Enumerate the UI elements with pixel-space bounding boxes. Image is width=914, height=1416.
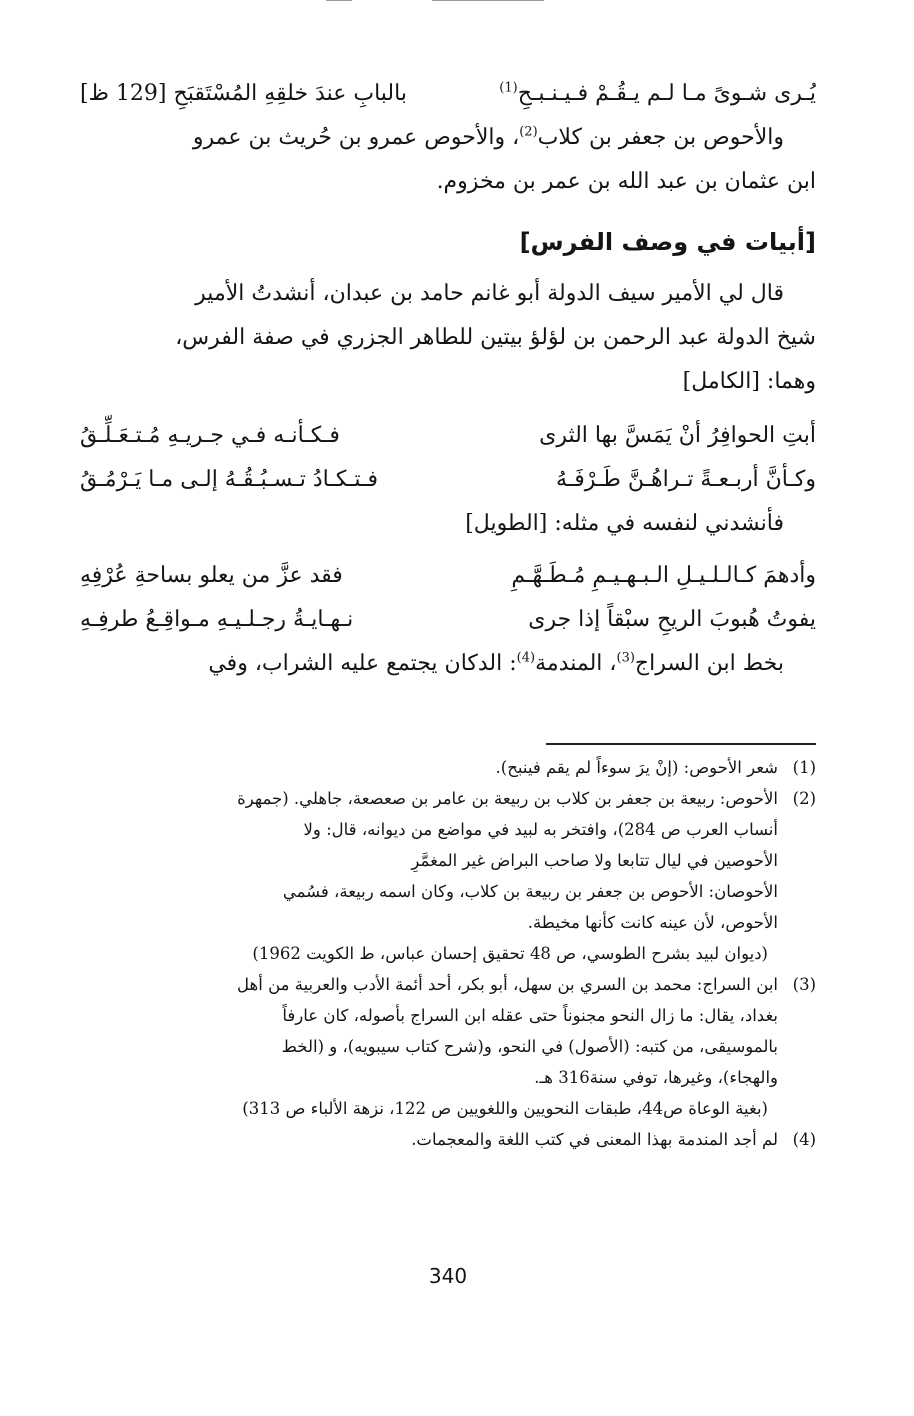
footnote-ref-4[interactable]: (4)	[516, 650, 536, 666]
verse-first-hemistich: وأدهمَ كـالـلـيـلِ الـبـهـيـمِ مُـطَـهَّـمِ	[511, 563, 816, 588]
footnote-source: (بغية الوعاة ص44، طبقات النحويين واللغويين ص 122، نزهة الألباء ص 313)	[242, 1099, 768, 1118]
footnote-number: (3)	[792, 975, 816, 994]
paragraph-line: وهما: [الكامل]	[682, 369, 816, 394]
footnote-line: الأحوص: ربيعة بن جعفر بن كلاب بن ربيعة بن عامر بن صعصعة، جاهلي. (جمهرة	[237, 789, 778, 808]
footnote-number: (4)	[792, 1130, 816, 1149]
footnote-ref-3[interactable]: (3)	[616, 650, 635, 666]
body-line: والأحوص بن جعفر بن كلاب$^{(2)}$، والأحوص عمرو بن حُريث بن عمرو	[192, 124, 784, 150]
footnote-separator	[546, 743, 816, 745]
top-edge-mark	[326, 0, 352, 1]
body-line: ابن عثمان بن عبد الله بن عمر بن مخزوم.	[436, 169, 816, 194]
verse-second-hemistich: فقد عزَّ من يعلو بساحةِ عُرْفِهِ	[80, 563, 343, 588]
page-number: 340	[428, 1264, 468, 1288]
footnote-line: والهجاء)، وغيرها، توفي سنة316 هـ.	[534, 1068, 778, 1087]
section-heading: [أبيات في وصف الفرس]	[519, 228, 816, 256]
verse-second-hemistich: فـكـأنـه فـي جـريـهِ مُـتـعَـلِّـقُ	[80, 423, 340, 448]
verse-line	[80, 458, 816, 502]
verse-second-hemistich: نـهـايـةُ رجـلـيـهِ مـواقِـعُ طرفِـهِ	[80, 607, 354, 632]
footnote-line: الأحوصين في ليال تتابعا ولا صاحب البراض غير المغمَّرِ	[411, 851, 778, 870]
footnote-line: ابن السراج: محمد بن السري بن سهل، أبو بكر، أحد أئمة الأدب والعربية من أهل	[237, 975, 778, 994]
verse-first-hemistich: أبتِ الحوافِرُ أنْ يَمَسَّ بها الثرى	[539, 423, 816, 448]
verse-line	[80, 598, 816, 642]
footnote-number: (2)	[792, 789, 816, 808]
footnote-line: لم أجد المندمة بهذا المعنى في كتب اللغة والمعجمات.	[411, 1130, 778, 1149]
footnote-line: أنساب العرب ص 284)، وافتخر به لبيد في مواضع من ديوانه، قال: ولا	[303, 820, 778, 839]
verse-line	[80, 554, 816, 598]
footnote-line: الأحوصان: الأحوص بن جعفر بن ربيعة بن كلاب، وكان اسمه ربيعة، فسُمي	[282, 882, 778, 901]
top-edge-mark	[432, 0, 544, 1]
verse-second-hemistich: بالبابِ عندَ خلقِهِ المُسْتَقبَحِ [129 ظ]	[80, 81, 407, 106]
verse-first-hemistich: وكـأنَّ أربـعـةً تـراهُـنَّ طَـرْفَـهُ	[555, 467, 816, 492]
paragraph-line: شيخ الدولة عبد الرحمن بن لؤلؤ بيتين للطاهر الجزري في صفة الفرس،	[175, 325, 816, 350]
footnote-line: بغداد، يقال: ما زال النحو مجنوناً حتى عقله ابن السراج بأصوله، كان عارفاً	[282, 1006, 778, 1025]
verse-line	[80, 414, 816, 458]
footnote-source: (ديوان لبيد بشرح الطوسي، ص 48 تحقيق إحسان عباس، ط الكويت 1962)	[252, 944, 768, 963]
footnote-1	[80, 752, 816, 783]
footnote-2	[80, 783, 816, 969]
footnote-ref-2[interactable]: (2)	[519, 124, 538, 140]
footnote-3	[80, 969, 816, 1124]
verse-first-hemistich: يفوتُ هُبوبَ الريحِ سبْقاً إذا جرى	[528, 607, 816, 632]
body-line: بخط ابن السراج$^{(3)}$، المندمة$^{(4)}$: الدكان يجتمع عليه الشراب، وفي	[208, 650, 784, 676]
footnote-ref-1[interactable]: (1)	[499, 80, 518, 96]
verse-intro: فأنشدني لنفسه في مثله: [الطويل]	[465, 511, 784, 536]
footnotes	[80, 752, 816, 1155]
footnote-line: الأحوص، لأن عينه كانت كأنها مخيطة.	[527, 913, 778, 932]
footnote-line: شعر الأحوص: (إنْ يرَ سوءاً لم يقم فينبح).	[495, 758, 778, 777]
main-text	[80, 72, 816, 686]
paragraph-line: قال لي الأمير سيف الدولة أبو غانم حامد بن عبدان، أنشدتُ الأمير	[195, 281, 784, 306]
footnote-line: بالموسيقى، من كتبه: (الأصول) في النحو، و(شرح كتاب سيبويه)، و (الخط	[281, 1037, 778, 1056]
footnote-4	[80, 1124, 816, 1155]
verse-continuation	[80, 72, 816, 116]
verse-second-hemistich: فـتـكـادُ تـسـبُـقُـهُ إلـى مـا يَـرْمُـقُ	[80, 467, 379, 492]
verse-first-hemistich: يُـرى شـوىً مـا لـم يـقُـمْ فـيـنـبـحِ$^{(1)}$	[499, 80, 816, 106]
footnote-number: (1)	[792, 758, 816, 777]
